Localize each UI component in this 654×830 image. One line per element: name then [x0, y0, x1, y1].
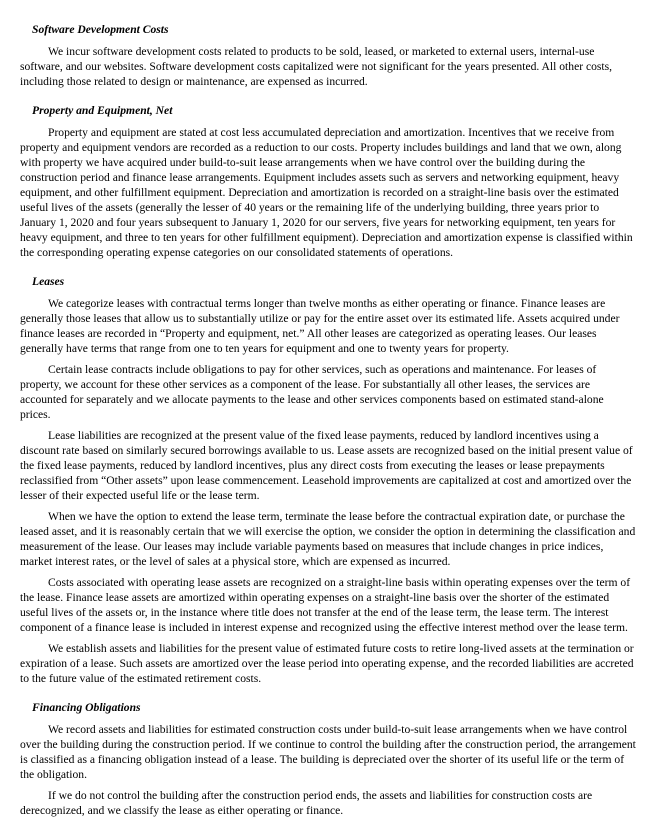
- paragraph: If we do not control the building after the construction period ends, the assets and liabilities for construction costs are derecognized, and we classify the lease as either operating or finance.: [20, 789, 593, 817]
- section-software-development-costs: [20, 22, 637, 89]
- paragraph: Certain lease contracts include obligations to pay for other services, such as operations and maintenance. For leases of property, we account for these other services as a component of the lease. For substantially all other leases, the services are accounted for separately and we allocate payments to the lease and other services components based on estimated stand-alone prices.: [20, 363, 604, 421]
- section-leases: [20, 274, 637, 686]
- document-page: [20, 22, 637, 830]
- section-heading: Property and Equipment, Net: [32, 104, 173, 117]
- paragraph: We incur software development costs related to products to be sold, leased, or marketed to external users, internal-use software, and our websites. Software development costs capitalized were not significant for the years presented. All other costs, including those related to design or maintenance, are expensed as incurred.: [20, 45, 613, 88]
- paragraph: We record assets and liabilities for estimated construction costs under build-to-suit lease arrangements when we have control over the building during the construction period. If we continue to control the building after the construction period, the arrangement is classified as a financing obligation instead of a lease. The building is depreciated over the shorter of its useful life or the term of the obligation.: [20, 723, 636, 781]
- section-heading: Financing Obligations: [32, 701, 141, 714]
- paragraph: We establish assets and liabilities for the present value of estimated future costs to retire long-lived assets at the termination or expiration of a lease. Such assets are amortized over the lease period into operating expense, and the recorded liabilities are accreted to the future value of the estimated retirement costs.: [20, 642, 634, 685]
- section-financing-obligations: [20, 700, 637, 818]
- paragraph: When we have the option to extend the lease term, terminate the lease before the contractual expiration date, or purchase the leased asset, and it is reasonably certain that we will exercise the option, we consider the option in determining the classification and measurement of the lease. Our leases may include variable payments based on measures that include changes in price indices, market interest rates, or the level of sales at a physical store, which are expensed as incurred.: [20, 510, 636, 568]
- section-heading: Software Development Costs: [32, 23, 169, 36]
- section-heading: Leases: [32, 275, 65, 288]
- paragraph: Costs associated with operating lease assets are recognized on a straight-line basis within operating expenses over the term of the lease. Finance lease assets are amortized within operating expenses on a straight-line basis over the shorter of the estimated useful lives of the assets or, in the instance where title does not transfer at the end of the lease term, the lease term. The interest component of a finance lease is included in interest expense and recognized using the effective interest method over the lease term.: [20, 576, 631, 634]
- section-property-and-equipment: [20, 103, 637, 260]
- paragraph: Property and equipment are stated at cost less accumulated depreciation and amortization. Incentives that we receive from property and equipment vendors are recorded as a reduction to our costs. Property includes buildings and land that we own, along with property we have acquired under build-to-suit lease arrangements when we have control over the building during the construction period and finance lease arrangements. Equipment includes assets such as servers and networking equipment, heavy equipment, and other fulfillment equipment. Depreciation and amortization is recorded on a straight-line basis over the estimated useful lives of the assets (generally the lesser of 40 years or the remaining life of the underlying building, three years prior to January 1, 2020 and four years subsequent to January 1, 2020 for our servers, five years for networking equipment, ten years for heavy equipment, and three to ten years for other fulfillment equipment). Depreciation and amortization expense is classified within the corresponding operating expense categories on our consolidated statements of operations.: [20, 126, 633, 259]
- paragraph: We categorize leases with contractual terms longer than twelve months as either operating or finance. Finance leases are generally those leases that allow us to substantially utilize or pay for the entire asset over its estimated life. Assets acquired under finance leases are recorded in “Property and equipment, net.” All other leases are categorized as operating leases. Our leases generally have terms that range from one to ten years for equipment and one to twenty years for property.: [20, 297, 620, 355]
- paragraph: Lease liabilities are recognized at the present value of the fixed lease payments, reduced by landlord incentives using a discount rate based on similarly secured borrowings available to us. Lease assets are recognized based on the initial present value of the fixed lease payments, reduced by landlord incentives, plus any direct costs from executing the leases or lease prepayments reclassified from “Other assets” upon lease commencement. Leasehold improvements are capitalized at cost and amortized over the lesser of their expected useful life or the lease term.: [20, 429, 633, 502]
